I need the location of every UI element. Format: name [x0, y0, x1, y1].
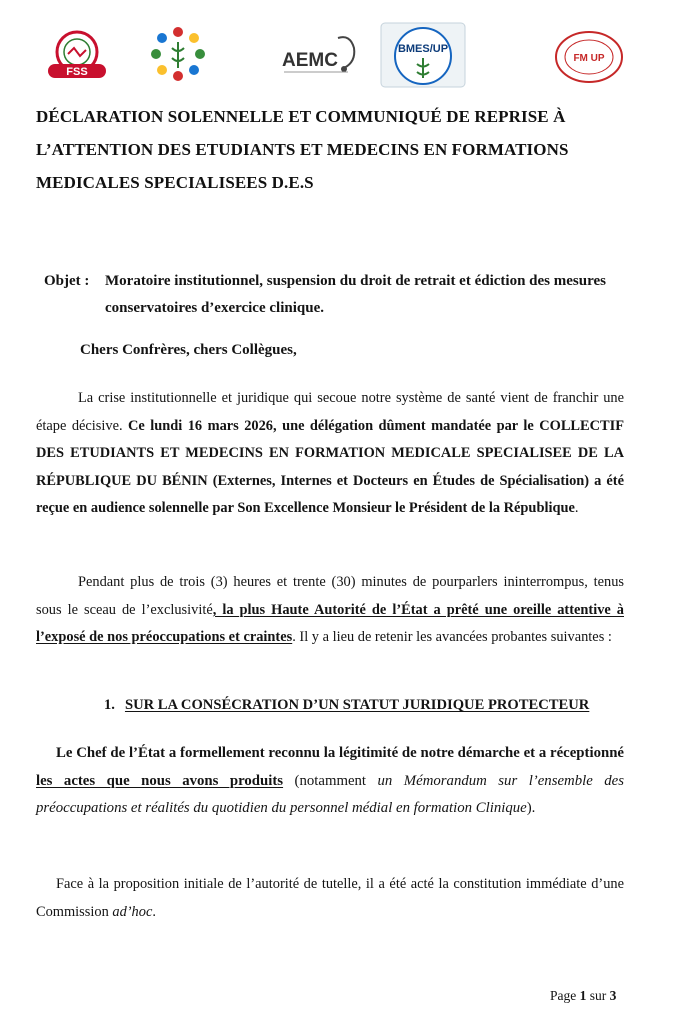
- subject-text: Moratoire institutionnel, suspension du droit de retrait et édiction des mesures conservatoires d’exercice clinique.: [105, 273, 606, 316]
- page-sep: sur: [589, 988, 607, 1003]
- document-title: [36, 100, 636, 199]
- bmes-logo-text: BMES/UP: [397, 43, 449, 55]
- section-1-heading: [104, 697, 589, 714]
- aemc-logo-text: AEMC: [282, 50, 338, 71]
- sante-logo: [148, 24, 208, 82]
- title-line-3: MEDICALES SPECIALISEES D.E.S: [36, 173, 314, 192]
- paragraph-2-end: . Il y a lieu de retenir les avancées probantes suivantes :: [292, 629, 612, 645]
- section-1-number: 1.: [104, 697, 115, 713]
- logo-bar: [30, 22, 660, 92]
- paragraph-1: [36, 385, 624, 523]
- page-word: Page: [550, 988, 577, 1003]
- fss-logo-text: FSS: [66, 66, 88, 78]
- fm-up-logo: [554, 30, 624, 84]
- fss-logo: [38, 28, 116, 82]
- aemc-logo: [278, 28, 364, 78]
- page-number: [550, 988, 616, 1004]
- paragraph-4-end: .: [152, 903, 156, 920]
- fm-up-logo-text: FM UP: [573, 53, 605, 64]
- title-line-2: L’ATTENTION DES ETUDIANTS ET MEDECINS EN FORMATIONS: [36, 140, 569, 159]
- paragraph-3-end: ).: [526, 800, 536, 816]
- paragraph-4-text: Face à la proposition initiale de l’autorité de tutelle, il a été acté la constitution immédiate d’une Commission: [36, 876, 624, 920]
- paragraph-1-end: .: [574, 500, 579, 516]
- paragraph-3-underlined: les actes que nous avons produits: [36, 772, 284, 789]
- paragraph-3-bold: Le Chef de l’État a formellement reconnu la légitimité de notre démarche et a réceptionné: [56, 745, 624, 761]
- paragraph-2: [36, 569, 624, 652]
- subject-label: Objet :: [44, 273, 90, 289]
- page-total: 3: [609, 988, 617, 1003]
- paragraph-2-intro: Pendant plus de trois (3) heures et trente (30) minutes de pourparlers ininterrompus, tenus sous le sceau de l’exclusivité: [36, 574, 624, 618]
- paragraph-4-italic: ad’hoc: [112, 903, 153, 920]
- salutation: Chers Confrères, chers Collègues,: [80, 342, 297, 358]
- bmes-logo: [380, 22, 466, 88]
- paragraph-3-italic: un Mémorandum sur l’ensemble des préoccupations et réalités du quotidien du personnel médial en formation Clinique: [36, 772, 624, 816]
- paragraph-4: [36, 871, 624, 926]
- section-1-title: SUR LA CONSÉCRATION D’UN STATUT JURIDIQUE PROTECTEUR: [124, 697, 590, 713]
- title-line-1: DÉCLARATION SOLENNELLE ET COMMUNIQUÉ DE REPRISE À: [36, 107, 566, 126]
- paragraph-2-underlined: , la plus Haute Autorité de l’État a prêté une oreille attentive à l’exposé de nos préoccupations et craintes: [36, 601, 624, 645]
- paragraph-1-bold: Ce lundi 16 mars 2026, une délégation dûment mandatée par le COLLECTIF DES ETUDIANTS ET MEDECINS EN FORMATION MEDICALE SPECIALISEE DE LA RÉPUBLIQUE DU BÉNIN (Externes, Internes et Docteurs en Études de Spécialisation) a été reçue en audience solennelle par Son Excellence Monsieur le Président de la République: [36, 417, 624, 516]
- page-current: 1: [579, 988, 587, 1003]
- paragraph-3: [36, 740, 624, 823]
- paragraph-1-intro: La crise institutionnelle et juridique qui secoue notre système de santé vient de franchir une étape décisive.: [36, 390, 624, 434]
- paragraph-3-paren: (notamment: [283, 772, 378, 789]
